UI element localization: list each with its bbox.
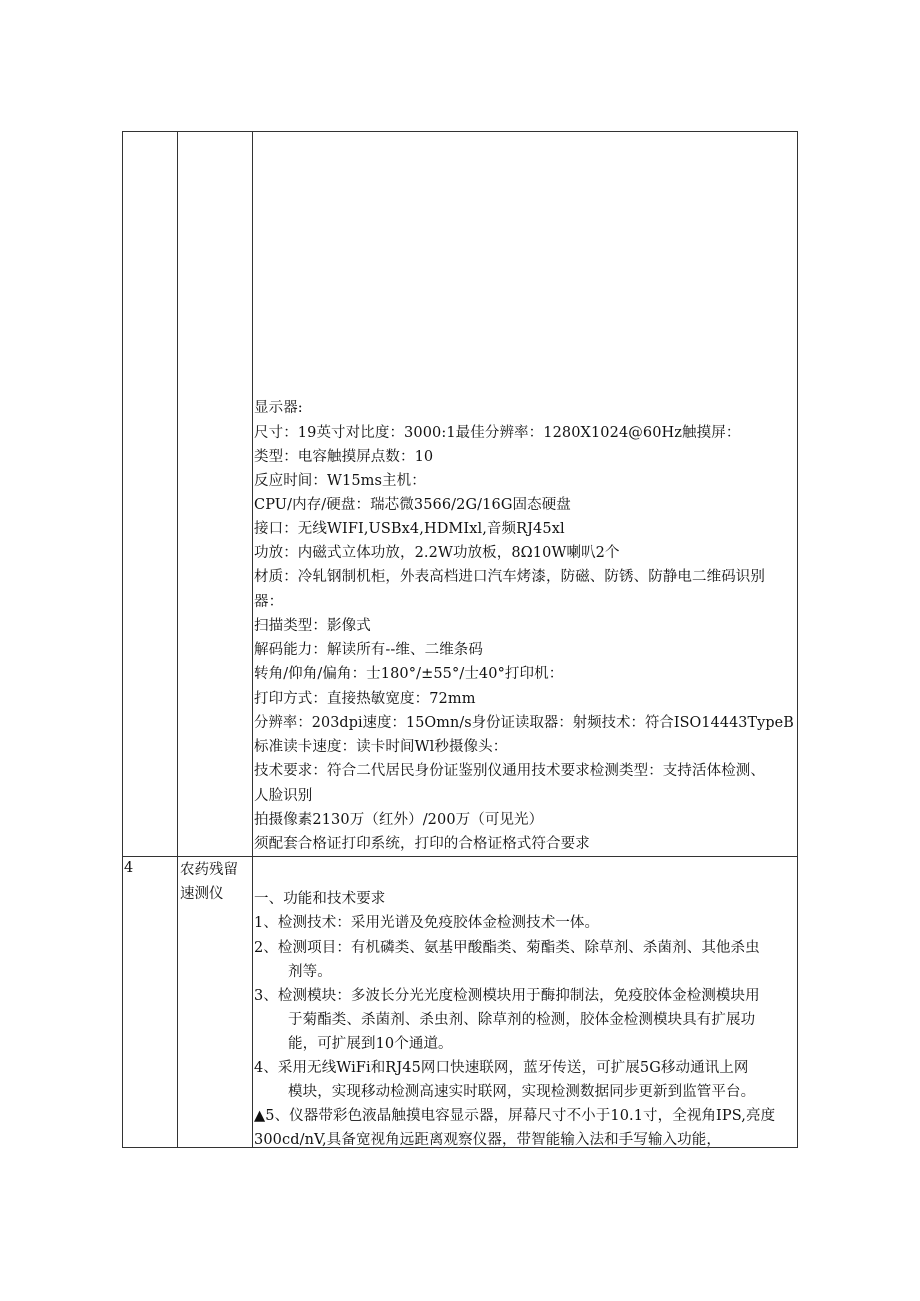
spec-line: CPU/内存/硬盘：瑞芯微3566/2G/16G固态硬盘 <box>254 497 571 513</box>
spec-line: 标准读卡速度：读卡时间Wl秒摄像头： <box>254 739 508 755</box>
spec-line: 3、检测模块：多波长分光光度检测模块用于酶抑制法，免疫胶体金检测模块用 <box>254 988 760 1004</box>
row-index: 4 <box>124 860 134 876</box>
spec-line: 300cd/nV,具备宽视角远距离观察仪器，带智能输入法和手写输入功能， <box>254 1132 721 1148</box>
spec-line: 材质：冷轧钢制机柜，外表高档进口汽车烤漆，防磁、防锈、防静电二维码识别 <box>254 569 765 585</box>
table-left-border <box>122 131 123 1147</box>
spec-line: 类型：电容触摸屏点数：10 <box>254 449 434 465</box>
spec-line: 接口：无线WIFI,USBx4,HDMIxl,音频RJ45xl <box>254 521 565 537</box>
spec-line: 反应时间：W15ms主机： <box>254 473 426 489</box>
spec-line: 功放：内磁式立体功放，2.2W功放板，8Ω10W喇叭2个 <box>254 545 620 561</box>
spec-line: 扫描类型：影像式 <box>254 618 371 634</box>
spec-line: 分辨率：203dpi速度：15Omn/s身份证读取器：射频技术：符合ISO14443TypeB <box>254 715 794 731</box>
spec-line: 尺寸：19英寸对比度：3000:1最佳分辨率：1280X1024@60Hz触摸屏： <box>254 425 741 441</box>
spec-line: 须配套合格证打印系统，打印的合格证格式符合要求 <box>254 836 590 852</box>
spec-line: 拍摄像素2130万（红外）/200万（可见光） <box>254 812 544 828</box>
spec-heading: 一、功能和技术要求 <box>254 891 386 907</box>
spec-line: 技术要求：符合二代居民身份证鉴别仪通用技术要求检测类型：支持活体检测、 <box>254 763 765 779</box>
spec-line: 打印方式：直接热敏宽度：72mm <box>254 691 476 707</box>
spec-line: 转角/仰角/偏角：士180°/±55°/士40°打印机： <box>254 666 564 682</box>
spec-line: 人脸识别 <box>254 788 313 804</box>
row-divider <box>122 856 798 857</box>
spec-line: 模块，实现移动检测高速实时联网，实现检测数据同步更新到监管平台。 <box>288 1084 756 1100</box>
column-divider-2 <box>252 131 253 1147</box>
spec-line: 显示器: <box>254 400 303 416</box>
spec-line: 剂等。 <box>288 964 332 980</box>
product-name-line: 农药残留 <box>180 862 238 878</box>
spec-line: 2、检测项目：有机磷类、氨基甲酸酯类、菊酯类、除草剂、杀菌剂、其他杀虫 <box>254 940 760 956</box>
spec-line: 于菊酯类、杀菌剂、杀虫剂、除草剂的检测，胶体金检测模块具有扩展功 <box>288 1012 756 1028</box>
spec-line: 1、检测技术：采用光谱及免疫胶体金检测技术一体。 <box>254 915 600 931</box>
table-top-border <box>122 131 798 132</box>
spec-line: 器： <box>254 594 284 610</box>
spec-line: 能，可扩展到10个通道。 <box>288 1036 453 1052</box>
spec-line: ▲5、仪器带彩色液晶触摸电容显示器，屏幕尺寸不小于10.1寸，全视角IPS,亮度 <box>254 1108 776 1124</box>
column-divider-1 <box>177 131 178 1147</box>
table-right-border <box>797 131 798 1147</box>
product-name-line: 速测仪 <box>180 886 224 902</box>
spec-line: 解码能力：解读所有--维、二维条码 <box>254 642 483 658</box>
spec-line: 4、采用无线WiFi和RJ45网口快速联网，蓝牙传送，可扩展5G移动通讯上网 <box>254 1060 749 1076</box>
